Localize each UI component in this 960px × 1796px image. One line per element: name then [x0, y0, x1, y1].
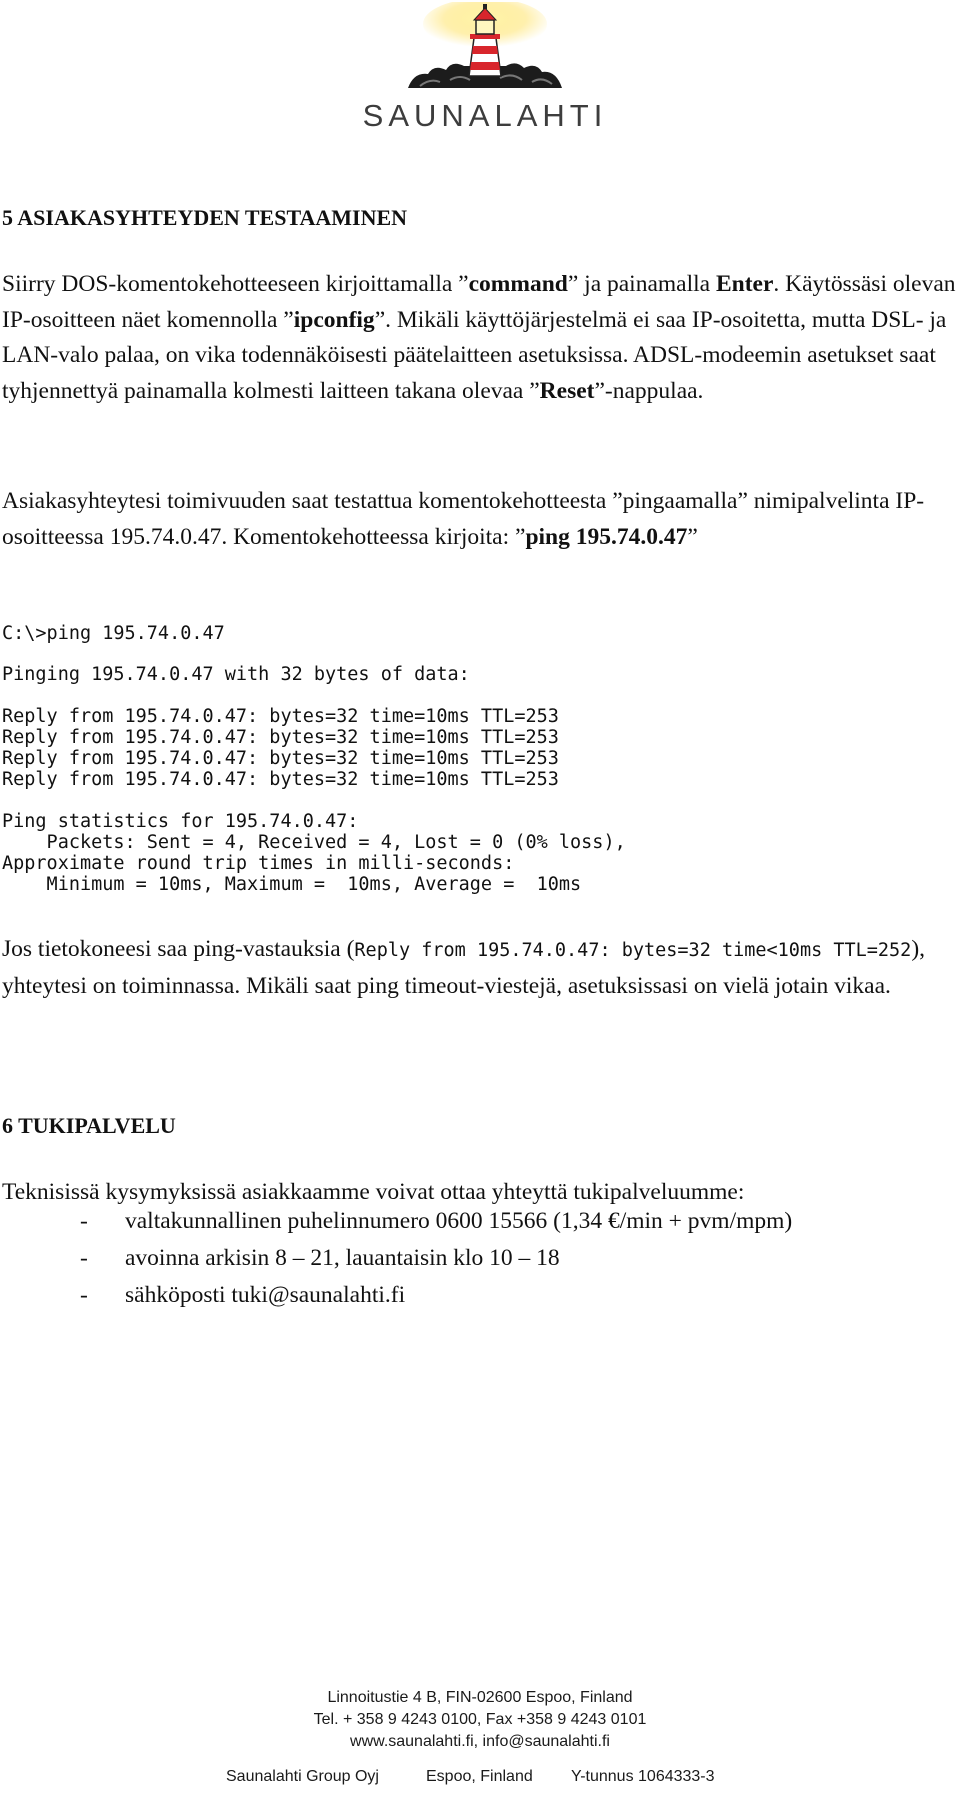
support-intro: Teknisissä kysymyksissä asiakkaamme voivat ottaa yhteyttä tukipalveluumme:	[2, 1179, 745, 1205]
lighthouse-icon	[390, 2, 580, 98]
text-run: Jos tietokoneesi saa ping-vastauksia (	[2, 936, 355, 962]
footer-company: Saunalahti Group Oyj	[226, 1768, 379, 1785]
bold-text: command	[468, 271, 568, 297]
text-run: Asiakasyhteytesi toimivuuden saat testattua komentokehotteesta ”pingaamalla” nimipalvelinta IP-osoitteessa 195.74.0.47. Komentokehotteessa kirjoita: ”	[2, 488, 925, 550]
text-run: ”-nappulaa.	[594, 377, 704, 404]
text-run: Siirry DOS-komentokehotteeseen kirjoittamalla ”	[2, 271, 469, 297]
text-run: . Käytössäsi olevan IP-osoitteen näet komennolla ”	[2, 271, 956, 333]
cmd-prompt-line: C:\>ping 195.74.0.47	[2, 623, 225, 644]
text-run: ), yhteytesi on toiminnassa. Mikäli saat ping timeout-viestejä, asetuksissasi on vielä jotain vikaa.	[2, 936, 926, 999]
bold-text: ipconfig	[293, 306, 375, 333]
text-run: ”. Mikäli käyttöjärjestelmä ei saa IP-osoitetta, mutta DSL- ja LAN-valo palaa, on vika todennäköisesti päätelaitteen asetuksissa. ADSL-modeemin asetukset saat tyhjennettyä painamalla kolmesti laitteen takana olevaa ”	[2, 306, 947, 404]
support-item-text: sähköposti tuki@saunalahti.fi	[125, 1282, 406, 1308]
footer-city: Espoo, Finland	[426, 1768, 533, 1785]
ping-reply-lines: Reply from 195.74.0.47: bytes=32 time=10ms TTL=253 Reply from 195.74.0.47: bytes=32 time=10ms TTL=253 Reply from 195.74.0.47: bytes=32 time=10ms TTL=253 Reply from 195.74.0.47: bytes=32 time=10ms TTL=253	[2, 706, 559, 790]
bold-text: Reset	[539, 377, 595, 404]
paragraph-dos-instructions	[2, 267, 958, 409]
support-item-text: avoinna arkisin 8 – 21, lauantaisin klo 10 – 18	[125, 1245, 560, 1271]
bullet-dash: -	[80, 1208, 88, 1234]
text-run: ” ja painamalla	[567, 271, 716, 297]
paragraph-ping-result	[2, 932, 958, 1004]
footer-phone: Tel. + 358 9 4243 0100, Fax +358 9 4243 0101	[313, 1711, 647, 1728]
ping-header-line: Pinging 195.74.0.47 with 32 bytes of data:	[2, 664, 470, 685]
inline-code: Reply from 195.74.0.47: bytes=32 time<10ms TTL=252	[354, 940, 912, 961]
logo-wordmark: SAUNALAHTI	[362, 98, 608, 133]
bold-text: ping 195.74.0.47	[525, 523, 688, 550]
footer-web: www.saunalahti.fi, info@saunalahti.fi	[350, 1733, 610, 1750]
section-6-heading: 6 TUKIPALVELU	[2, 1113, 176, 1138]
paragraph-ping-instructions	[2, 484, 958, 555]
bold-text: Enter	[715, 271, 774, 297]
support-item-text: valtakunnallinen puhelinnumero 0600 15566 (1,34 €/min + pvm/mpm)	[125, 1208, 793, 1234]
footer-ytunnus: Y-tunnus 1064333-3	[571, 1768, 715, 1785]
bullet-dash: -	[80, 1245, 88, 1271]
footer-address: Linnoitustie 4 B, FIN-02600 Espoo, Finland	[327, 1689, 633, 1706]
page-footer	[0, 1687, 960, 1753]
section-5-heading: 5 ASIAKASYHTEYDEN TESTAAMINEN	[2, 205, 408, 230]
saunalahti-logo	[345, 0, 625, 140]
ping-statistics: Ping statistics for 195.74.0.47: Packets: Sent = 4, Received = 4, Lost = 0 (0% loss), Approximate round trip times in milli-seconds: Minimum = 10ms, Maximum = 10ms, Average = 10ms	[2, 811, 626, 895]
bullet-dash: -	[80, 1282, 88, 1308]
text-run: ”	[687, 523, 698, 550]
